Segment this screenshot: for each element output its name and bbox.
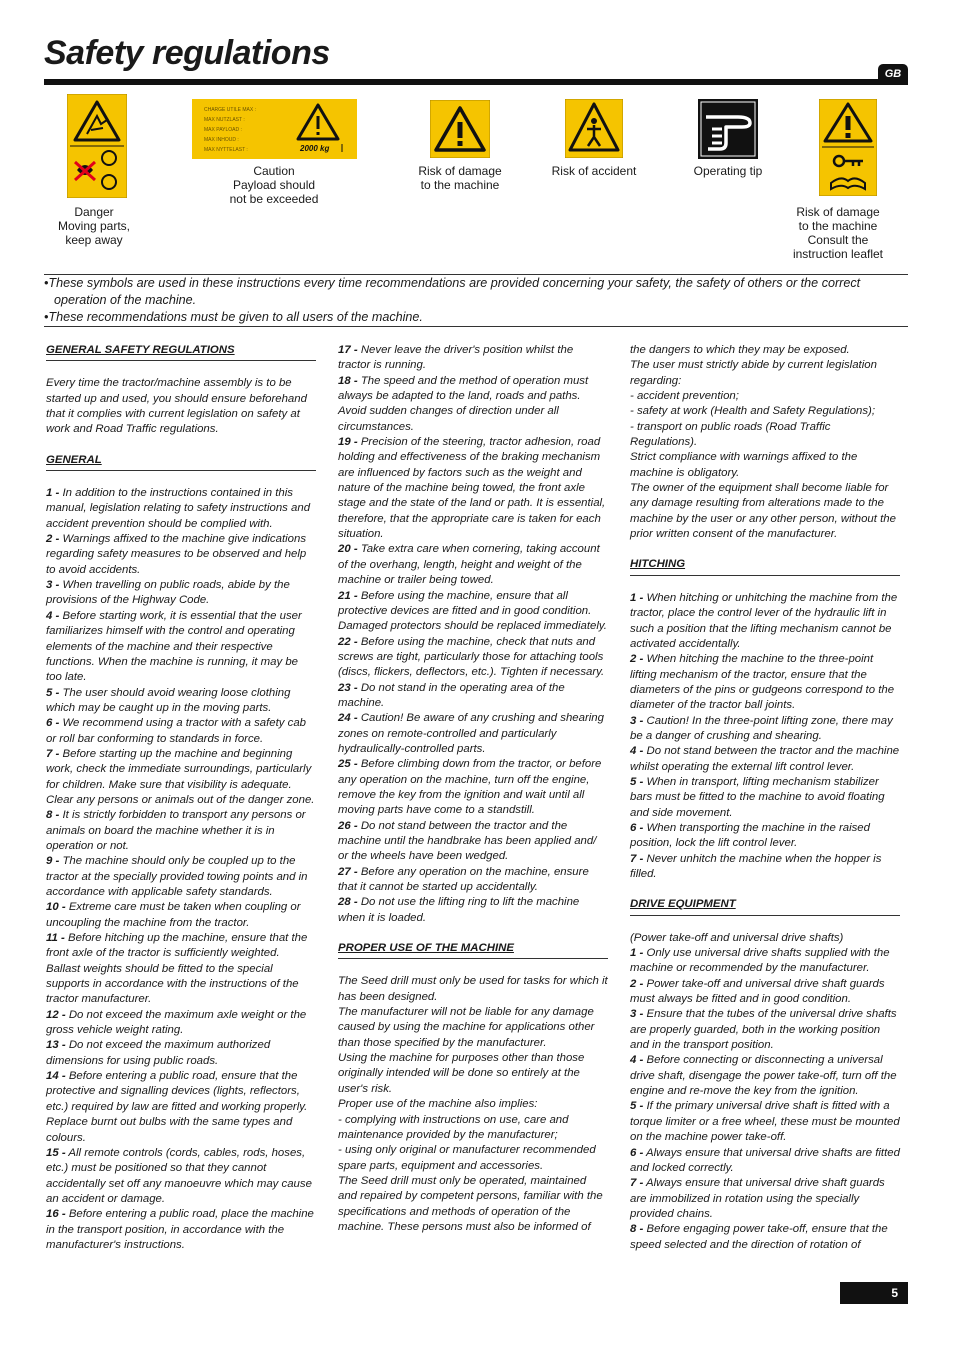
item-number: 16 - <box>46 1208 66 1221</box>
numbered-item <box>46 1146 316 1207</box>
item-text: Caution! Be aware of any crushing and shearing zones on remote-controlled and particularly hydraulically-controlled parts. <box>338 712 604 755</box>
item-number: 23 - <box>338 681 358 694</box>
numbered-item <box>630 977 900 1008</box>
numbered-item <box>338 343 608 374</box>
section-heading: GENERAL <box>46 453 316 471</box>
intro-note-1: •These symbols are used in these instructions every time recommendations are provided concerning your safety, the safety of others or the correct operation of the machine. <box>44 276 861 307</box>
item-number: 4 - <box>630 1054 644 1067</box>
numbered-item <box>46 609 316 686</box>
text-column-2 <box>338 343 608 1235</box>
numbered-item <box>630 1007 900 1053</box>
payload-line-5: MAX NYTTELAST : <box>204 147 248 153</box>
item-text: Before starting up the machine and beginning work, check the immediate surroundings, particularly for children. Make sure that visibility is adequate. Clear any persons or animals out of the danger zone. <box>46 747 315 806</box>
item-text: Before using the machine, check that nuts and screws are tight, particularly those for attaching tools (discs, flickers, deflectors, etc.). Tighten if necessary. <box>338 635 605 679</box>
item-number: 13 - <box>46 1039 66 1052</box>
symbol-caption-danger: Danger Moving parts, keep away <box>57 205 131 247</box>
item-number: 5 - <box>630 775 644 788</box>
numbered-item <box>630 1053 900 1099</box>
numbered-item <box>46 578 316 609</box>
numbered-item <box>46 1069 316 1146</box>
consult-leaflet-icon <box>819 99 877 196</box>
numbered-item <box>630 1146 900 1177</box>
payload-value: 2000 kg <box>300 144 330 153</box>
paragraph: - using only original or manufacturer recommended spare parts, equipment and accessories. <box>338 1144 596 1172</box>
numbered-item <box>46 1207 316 1253</box>
numbered-item <box>630 652 900 713</box>
numbered-item <box>46 686 316 717</box>
item-text: When hitching or unhitching the machine from the tractor, place the control lever of the hydraulic lift in such a position that the lifting mechanism cannot be activated accidentally. <box>630 591 898 650</box>
language-badge: GB <box>878 64 908 84</box>
item-text: If the primary universal drive shaft is fitted with a torque limiter or a free wheel, these must be mounted on the machine power take-off. <box>630 1100 900 1144</box>
item-number: 1 - <box>630 947 644 960</box>
paragraph: (Power take-off and universal drive shafts) <box>630 931 844 944</box>
item-number: 8 - <box>46 809 60 822</box>
item-text: All remote controls (cords, cables, rods, hoses, etc.) must be positioned so that they cannot accidentally set off any manoeuvre which may cause an accident or damage. <box>46 1146 312 1205</box>
item-number: 9 - <box>46 855 60 868</box>
numbered-item <box>338 895 608 926</box>
item-number: 10 - <box>46 901 66 914</box>
payload-line-2: MAX NUTZLAST : <box>204 117 245 123</box>
payload-caution-icon <box>192 99 357 159</box>
numbered-item <box>338 865 608 896</box>
item-text: Do not use the lifting ring to lift the machine when it is loaded. <box>338 896 580 924</box>
numbered-item <box>46 1038 316 1069</box>
item-text: Only use universal drive shafts supplied with the machine or recommended by the manufacturer. <box>630 947 890 975</box>
item-text: When hitching the machine to the three-point lifting mechanism of the tractor, ensure that the diameters of the pins or gudgeons correspond to the diameter of the tractor ball joints. <box>630 653 895 712</box>
item-text: In addition to the instructions contained in this manual, legislation relating to safety instructions and accident prevention should be complied with. <box>46 487 311 530</box>
paragraph: Every time the tractor/machine assembly is to be started up and used, you should ensure beforehand that it complies with current legislation on safety at work and Road Traffic regulations. <box>46 377 307 436</box>
paragraph: the dangers to which they may be exposed. <box>630 344 850 356</box>
numbered-item <box>630 591 900 652</box>
numbered-item <box>630 821 900 852</box>
item-number: 7 - <box>630 852 644 865</box>
item-text: Never unhitch the machine when the hopper is filled. <box>630 852 882 880</box>
numbered-item <box>630 714 900 745</box>
numbered-item <box>338 635 608 681</box>
symbol-caption-payload: Caution Payload should not be exceeded <box>229 164 319 206</box>
item-text: Do not stand between the tractor and the machine whilst operating the external lift control lever. <box>630 745 900 773</box>
payload-line-4: MAX INHOUD : <box>204 137 239 143</box>
numbered-item <box>338 681 608 712</box>
item-text: Extreme care must be taken when coupling or uncoupling the machine from the tractor. <box>46 901 301 929</box>
paragraph-gap <box>338 926 608 941</box>
numbered-item <box>46 1008 316 1039</box>
item-text: Do not exceed the maximum axle weight or the gross vehicle weight rating. <box>46 1008 307 1037</box>
symbol-caption-operating-tip: Operating tip <box>693 164 763 178</box>
intro-note-2: •These recommendations must be given to all users of the machine. <box>44 310 423 324</box>
title-rule <box>44 79 908 85</box>
paragraph: Proper use of the machine also implies: <box>338 1098 538 1111</box>
item-text: Before hitching up the machine, ensure that the front axle of the tractor is sufficiently weighted. Ballast weights should be fitted to the special supports in accordance with the instructions of the tractor manufacturer. <box>46 932 308 1006</box>
item-text: Precision of the steering, tractor adhesion, road holding and effectiveness of the braking mechanism are influenced by factors such as the weight and nature of the machine being towed, the front axle stage and the state of the land or path. It is essential, therefore, that the appropriate care is taken for each situation. <box>338 436 606 541</box>
intro-notes <box>44 275 906 326</box>
symbol-caption-consult-leaflet: Risk of damage to the machine Consult the instruction leaflet <box>792 205 884 261</box>
paragraph: Using the machine for purposes other than those originally intended will be done so entirely at the user's risk. <box>338 1052 585 1095</box>
item-number: 15 - <box>46 1146 66 1159</box>
numbered-item <box>630 946 900 977</box>
numbered-item <box>46 931 316 1008</box>
item-number: 20 - <box>338 543 358 556</box>
text-column-3 <box>630 343 900 1253</box>
item-text: Before using the machine, ensure that all protective devices are fitted and in good condition. Damaged protectors should be replaced immediately. <box>338 589 607 633</box>
paragraph: The manufacturer will not be liable for any damage caused by using the machine for applications other than those specified by the manufacturer. <box>338 1006 595 1049</box>
item-number: 6 - <box>630 1146 644 1159</box>
item-number: 3 - <box>630 714 644 727</box>
item-number: 2 - <box>630 653 644 666</box>
risk-of-accident-icon <box>565 99 623 158</box>
item-number: 4 - <box>46 609 60 622</box>
danger-moving-parts-icon <box>67 94 127 198</box>
item-text: The user should avoid wearing loose clothing which may be caught up in the moving parts. <box>46 686 291 714</box>
symbol-caption-risk-accident: Risk of accident <box>551 164 637 178</box>
item-text: Do not stand between the tractor and the machine until the handbrake has been applied and/ or the wheels have been wedged. <box>338 819 597 863</box>
paragraph: - safety at work (Health and Safety Regulations); <box>630 405 876 418</box>
item-text: Take extra care when cornering, taking account of the overhang, length, height and weight of the machine or trailer being towed. <box>338 543 600 587</box>
item-text: Ensure that the tubes of the universal drive shafts are properly guarded, both in the working position and in the transport position. <box>630 1008 897 1052</box>
item-text: When in transport, lifting mechanism stabilizer bars must be fitted to the machine to avoid floating and side movement. <box>630 775 885 819</box>
page-number: 5 <box>840 1282 908 1304</box>
page-title: Safety regulations <box>44 34 330 72</box>
item-text: Do not stand in the operating area of the machine. <box>338 681 565 709</box>
item-number: 8 - <box>630 1223 644 1236</box>
numbered-item <box>630 1176 900 1222</box>
item-number: 21 - <box>338 589 358 602</box>
item-text: It is strictly forbidden to transport any persons or animals on board the machine whether it is in operation or not. <box>46 809 306 852</box>
item-number: 22 - <box>338 635 358 648</box>
item-number: 24 - <box>338 712 358 725</box>
item-number: 5 - <box>46 686 60 699</box>
item-text: Before any operation on the machine, ensure that it cannot be started up accidentally. <box>338 865 589 894</box>
item-text: Never leave the driver's position whilst the tractor is running. <box>338 344 574 372</box>
numbered-item <box>338 589 608 635</box>
numbered-item <box>46 716 316 747</box>
paragraph: The Seed drill must only be used for tasks for which it has been designed. <box>338 975 608 1003</box>
numbered-item <box>46 900 316 931</box>
paragraph: The Seed drill must only be operated, maintained and repaired by competent persons, familiar with the specifications and methods of operation of the machine. These persons must also be informed of <box>338 1174 603 1233</box>
numbered-item <box>46 747 316 808</box>
text-column-1 <box>46 343 316 1253</box>
numbered-item <box>630 744 900 775</box>
item-number: 7 - <box>46 747 60 760</box>
payload-line-3: MAX PAYLOAD : <box>204 127 242 133</box>
item-text: The machine should only be coupled up to the tractor at the specially provided towing points and in accordance with applicable safety standards. <box>46 855 308 898</box>
section-heading: GENERAL SAFETY REGULATIONS <box>46 343 316 361</box>
item-text: Before entering a public road, place the machine in the transport position, in accordance with the manufacturer's instructions. <box>46 1208 314 1251</box>
item-number: 3 - <box>630 1008 644 1021</box>
item-number: 3 - <box>46 579 60 592</box>
item-text: The speed and the method of operation must always be adapted to the land, roads and paths. Avoid sudden changes of direction under all circumstances. <box>338 374 589 433</box>
item-text: Warnings affixed to the machine give indications regarding safety measures to be observed and help to avoid accidents. <box>46 533 307 576</box>
item-text: Before engaging power take-off, ensure that the speed selected and the direction of rotation of <box>630 1223 888 1251</box>
numbered-item <box>338 757 608 818</box>
item-number: 6 - <box>630 821 644 834</box>
numbered-item <box>46 486 316 532</box>
item-text: Before climbing down from the tractor, or before any operation on the machine, turn off the engine, remove the key from the ignition and wait until all moving parts have come to a standstill. <box>338 758 602 817</box>
item-number: 14 - <box>46 1070 66 1083</box>
item-number: 12 - <box>46 1008 66 1021</box>
paragraph: The user must strictly abide by current legislation regarding: <box>630 359 877 387</box>
numbered-item <box>338 374 608 435</box>
item-text: We recommend using a tractor with a safety cab or roll bar conforming to standards in force. <box>46 717 306 745</box>
numbered-item <box>46 808 316 854</box>
numbered-item <box>338 435 608 542</box>
item-text: When transporting the machine in the raised position, lock the lift control lever. <box>630 821 870 850</box>
numbered-item <box>630 1099 900 1145</box>
item-number: 18 - <box>338 374 358 387</box>
operating-tip-icon <box>698 99 758 159</box>
numbered-item <box>46 532 316 578</box>
paragraph: Strict compliance with warnings affixed to the machine is obligatory. <box>630 451 858 479</box>
item-text: Caution! In the three-point lifting zone, there may be a danger of crushing and shearing. <box>630 714 893 742</box>
risk-of-damage-icon <box>430 100 490 158</box>
payload-line-1: CHARGE UTILE MAX : <box>204 107 256 113</box>
item-text: Always ensure that universal drive shaft guards are immobilized in rotation using the specially provided chains. <box>630 1177 885 1220</box>
intro-note-1-text: These symbols are used in these instructions every time recommendations are provided concerning your safety, the safety of others or the correct operation of the machine. <box>48 276 861 307</box>
item-number: 1 - <box>630 591 644 604</box>
paragraph-gap <box>630 542 900 557</box>
item-text: Before entering a public road, ensure that the protective and signalling devices (lights, reflectors, etc.) required by law are fitted and working properly. Replace burnt out bulbs with the same types and colours. <box>46 1070 308 1144</box>
item-number: 19 - <box>338 436 358 449</box>
item-text: When travelling on public roads, abide by the provisions of the Highway Code. <box>46 579 290 607</box>
paragraph: - transport on public roads (Road Traffic Regulations). <box>630 420 831 449</box>
paragraph: - complying with instructions on use, care and maintenance provided by the manufacturer; <box>338 1113 569 1141</box>
intro-note-2-text: These recommendations must be given to all users of the machine. <box>48 310 423 324</box>
item-number: 28 - <box>338 896 358 909</box>
item-text: Before connecting or disconnecting a universal drive shaft, disengage the power take-off, turn off the engine and re-move the key from the ignition. <box>630 1054 897 1098</box>
numbered-item <box>630 1222 900 1253</box>
section-heading: HITCHING <box>630 557 900 575</box>
item-number: 11 - <box>46 932 65 945</box>
item-number: 2 - <box>46 533 60 546</box>
item-number: 7 - <box>630 1177 644 1190</box>
paragraph-gap <box>630 882 900 897</box>
numbered-item <box>338 542 608 588</box>
item-number: 6 - <box>46 717 60 730</box>
item-number: 25 - <box>338 758 358 771</box>
numbered-item <box>630 775 900 821</box>
item-number: 26 - <box>338 819 358 832</box>
item-text: Before starting work, it is essential that the user familiarizes himself with the control and operating elements of the machine and their respective functions. When the machine is running, it may be too late. <box>46 609 302 684</box>
item-text: Always ensure that universal drive shafts are fitted and locked correctly. <box>630 1146 900 1174</box>
item-text: Do not exceed the maximum authorized dimensions for using public roads. <box>46 1039 271 1067</box>
item-number: 27 - <box>338 865 358 878</box>
item-number: 5 - <box>630 1100 644 1113</box>
section-heading: PROPER USE OF THE MACHINE <box>338 941 608 959</box>
item-text: Power take-off and universal drive shaft guards must always be fitted and in good condition. <box>630 977 885 1006</box>
item-number: 2 - <box>630 977 644 990</box>
item-number: 1 - <box>46 487 60 500</box>
item-number: 4 - <box>630 745 644 758</box>
intro-bottom-rule <box>44 326 908 327</box>
paragraph: - accident prevention; <box>630 390 739 403</box>
numbered-item <box>338 819 608 865</box>
numbered-item <box>338 711 608 757</box>
numbered-item <box>630 852 900 883</box>
section-heading: DRIVE EQUIPMENT <box>630 897 900 915</box>
paragraph: The owner of the equipment shall become liable for any damage resulting from alterations made to the machine by the user or any other person, without the prior written consent of the manufacturer. <box>630 482 896 541</box>
numbered-item <box>46 854 316 900</box>
item-number: 17 - <box>338 344 358 356</box>
symbol-caption-risk-damage: Risk of damage to the machine <box>418 164 502 192</box>
paragraph-gap <box>46 438 316 453</box>
